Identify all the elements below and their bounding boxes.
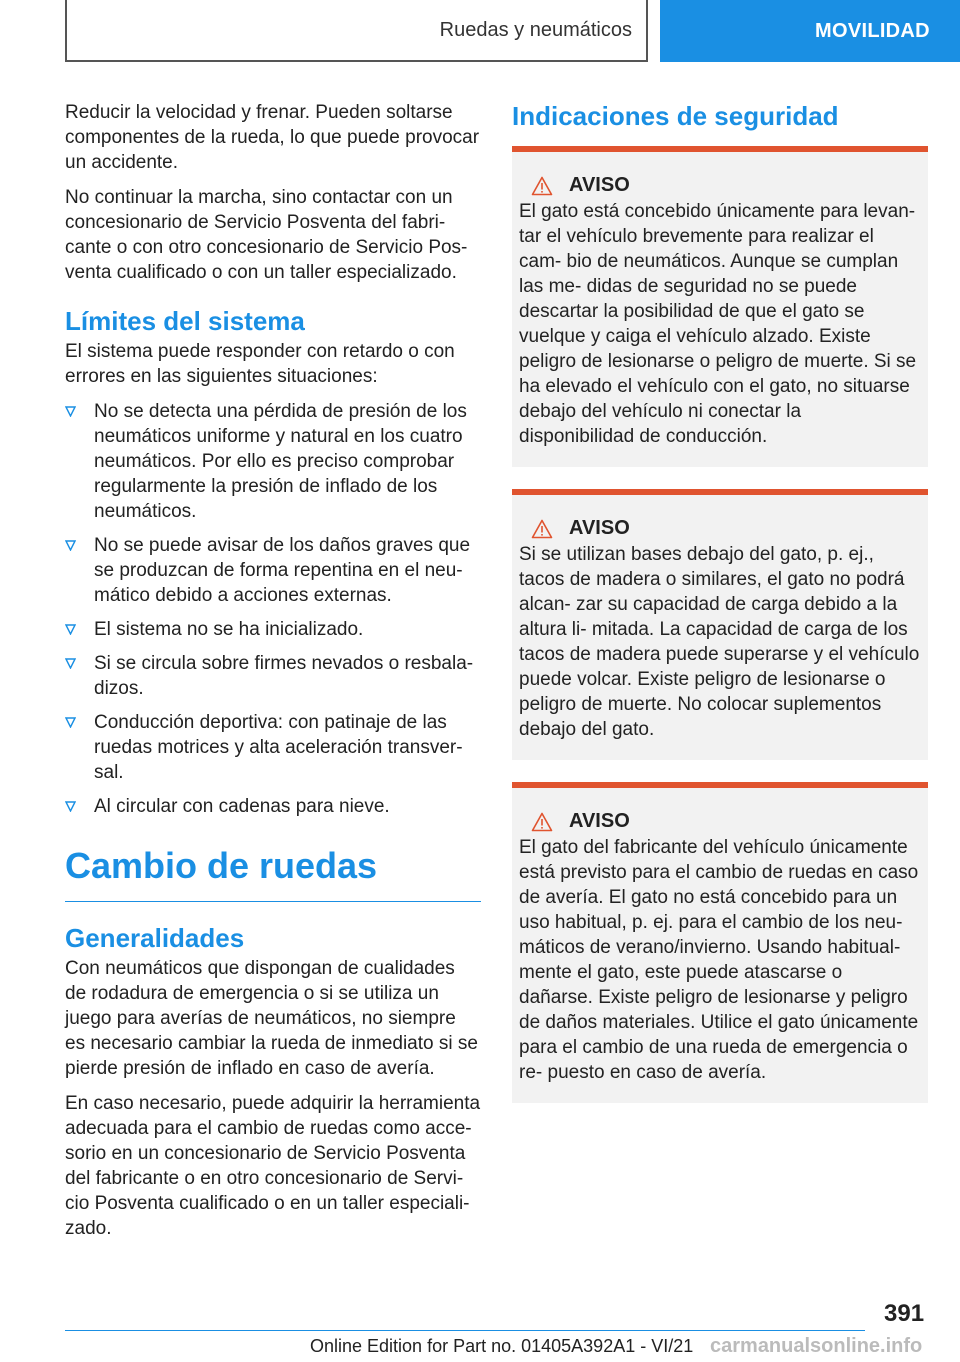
list-item-text: Si se circula sobre firmes nevados o resbala‐ dizos. bbox=[94, 653, 474, 699]
list-item-text: El sistema no se ha inicializado. bbox=[94, 619, 364, 640]
triangle-bullet-icon bbox=[65, 540, 76, 551]
right-column bbox=[512, 100, 928, 1125]
warning-triangle-icon bbox=[531, 176, 553, 196]
section-title: Ruedas y neumáticos bbox=[439, 18, 632, 41]
page-header bbox=[0, 0, 960, 66]
notice-label: AVISO bbox=[569, 517, 630, 539]
chapter-tab bbox=[660, 0, 960, 62]
list-item bbox=[65, 399, 481, 524]
notice-header bbox=[531, 810, 920, 833]
triangle-bullet-icon bbox=[65, 717, 76, 728]
warning-notice bbox=[512, 489, 928, 760]
limits-list bbox=[65, 399, 481, 819]
paragraph: Con neumáticos que dispongan de cualidades de rodadura de emergencia o si se utiliza un juego para averías de neumáticos, no siempre es necesario cambiar la rueda de inmediato si se pierde presión de inflado en caso de avería. bbox=[65, 958, 478, 1079]
notice-text: Si se utilizan bases debajo del gato, p. ej., tacos de madera o similares, el gato no podrá alcan‐ zar su capacidad de carga debido a la altura li‐ mitada. La capacidad de carga de los tacos de madera puede superarse y el vehículo puede volcar. Existe peligro de lesionarse o peligro de muerte. No colocar suplementos debajo del gato. bbox=[519, 544, 920, 740]
notice-text: El gato del fabricante del vehículo únicamente está previsto para el cambio de ruedas en caso de avería. El gato no está concebido para un uso habitual, p. ej. para el cambio de los neu‐ máticos de verano/invierno. Usando habitual‐ mente el gato, este puede atascarse o dañarse. Existe peligro de lesionarse y peligro de daños materiales. Utilice el gato únicamente para el cambio de una rueda de emergencia o re‐ puesto en caso de avería. bbox=[519, 837, 919, 1083]
list-item bbox=[65, 533, 481, 608]
list-item bbox=[65, 794, 481, 819]
paragraph: No continuar la marcha, sino contactar con un concesionario de Servicio Posventa del fabri‐ cante o con otro concesionario de Servicio Pos‐ venta cualificado o con un taller especializado. bbox=[65, 187, 468, 283]
warning-notice bbox=[512, 782, 928, 1103]
left-column bbox=[65, 100, 481, 1251]
triangle-bullet-icon bbox=[65, 658, 76, 669]
edition-footer: Online Edition for Part no. 01405A392A1 - VI/21 bbox=[310, 1336, 694, 1356]
list-item bbox=[65, 617, 481, 642]
list-item bbox=[65, 651, 481, 701]
list-item-text: No se detecta una pérdida de presión de los neumáticos uniforme y natural en los cuatro neumáticos. Por ello es preciso comprobar regularmente la presión de inflado de los neumáticos. bbox=[94, 401, 467, 522]
list-item bbox=[65, 710, 481, 785]
triangle-bullet-icon bbox=[65, 624, 76, 635]
heading-system-limits: Límites del sistema bbox=[65, 306, 305, 336]
warning-triangle-icon bbox=[531, 519, 553, 539]
paragraph: En caso necesario, puede adquirir la herramienta adecuada para el cambio de ruedas como acce‐ sorio en un concesionario de Servicio Posventa del fabricante o en otro concesionario de Servi‐ cio Posventa cualificado o en un taller especiali‐ zado. bbox=[65, 1093, 481, 1239]
heading-safety: Indicaciones de seguridad bbox=[512, 101, 839, 131]
page-number: 391 bbox=[884, 1300, 925, 1327]
heading-wheel-change: Cambio de ruedas bbox=[65, 841, 481, 902]
notice-label: AVISO bbox=[569, 810, 630, 832]
watermark: carmanualsonline.info bbox=[710, 1335, 923, 1357]
list-item-text: No se puede avisar de los daños graves que se produzcan de forma repentina en el neu‐ mático debido a acciones externas. bbox=[94, 535, 471, 606]
paragraph: El sistema puede responder con retardo o con errores en las siguientes situaciones: bbox=[65, 341, 455, 387]
triangle-bullet-icon bbox=[65, 801, 76, 812]
heading-general: Generalidades bbox=[65, 923, 245, 953]
list-item-text: Al circular con cadenas para nieve. bbox=[94, 796, 390, 817]
list-item-text: Conducción deportiva: con patinaje de las ruedas motrices y alta aceleración transver‐ sal. bbox=[94, 712, 463, 783]
warning-notice bbox=[512, 146, 928, 467]
footer-divider bbox=[65, 1330, 865, 1331]
notice-header bbox=[531, 174, 920, 197]
notice-text: El gato está concebido únicamente para levan‐ tar el vehículo brevemente para realizar el cam‐ bio de neumáticos. Aunque se cumplan las me‐ didas de seguridad no se puede descartar la posibilidad de que el gato se vuelque y caiga el vehículo alzado. Existe peligro de lesionarse o peligro de muerte. Si se ha elevado el vehículo con el gato, no situarse debajo del vehículo ni conectar la disponibilidad de conducción. bbox=[519, 201, 917, 447]
triangle-bullet-icon bbox=[65, 406, 76, 417]
paragraph: Reducir la velocidad y frenar. Pueden soltarse componentes de la rueda, lo que puede provocar un accidente. bbox=[65, 102, 480, 173]
notice-label: AVISO bbox=[569, 174, 630, 196]
section-tab bbox=[65, 0, 648, 62]
notice-header bbox=[531, 517, 920, 540]
warning-triangle-icon bbox=[531, 812, 553, 832]
chapter-title: MOVILIDAD bbox=[815, 19, 930, 42]
